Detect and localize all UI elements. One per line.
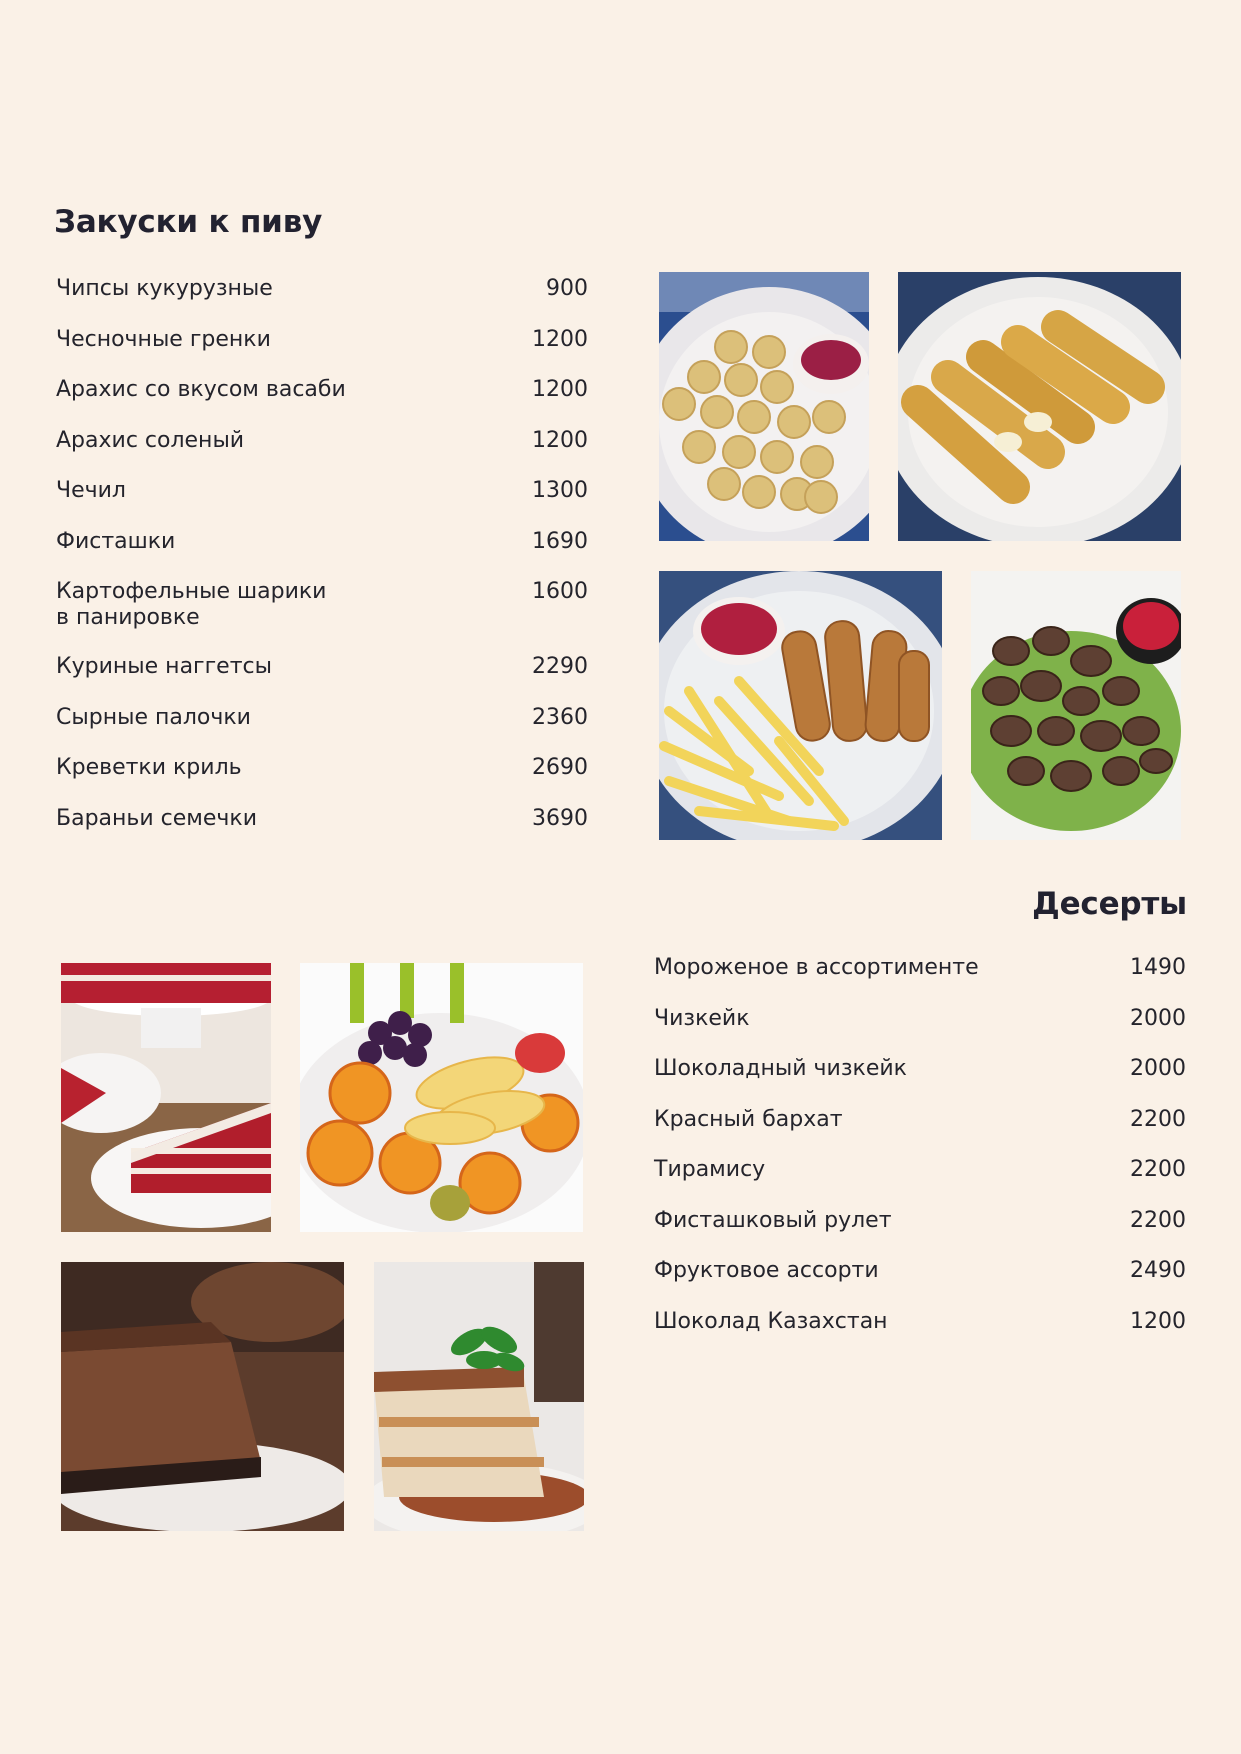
- menu-item-price: 1690: [532, 529, 588, 554]
- menu-item-price: 2200: [1130, 1157, 1186, 1182]
- menu-item-name: Картофельные шарики в панировке: [56, 579, 327, 630]
- menu-item-price: 2490: [1130, 1258, 1186, 1283]
- menu-item-price: 2360: [532, 705, 588, 730]
- menu-item-name: Фисташки: [56, 529, 176, 554]
- menu-item-name: Сырные палочки: [56, 705, 251, 730]
- menu-item-name: Фисташковый рулет: [654, 1208, 892, 1233]
- menu-item-price: 1600: [532, 579, 588, 604]
- menu-item-price: 2000: [1130, 1006, 1186, 1031]
- fruit-platter-photo: [300, 963, 583, 1232]
- cheese-sticks-photo: [898, 272, 1181, 541]
- menu-item-price: 3690: [532, 806, 588, 831]
- menu-item-name: Шоколадный чизкейк: [654, 1056, 907, 1081]
- menu-item-price: 2200: [1130, 1208, 1186, 1233]
- menu-item-name: Арахис соленый: [56, 428, 245, 453]
- menu-item-name: Чечил: [56, 478, 126, 503]
- menu-item-name: Чесночные гренки: [56, 327, 271, 352]
- menu-item-price: 1200: [532, 377, 588, 402]
- red-velvet-photo: [61, 963, 271, 1232]
- menu-item-name: Арахис со вкусом васаби: [56, 377, 346, 402]
- menu-item-price: 2200: [1130, 1107, 1186, 1132]
- menu-item-name: Красный бархат: [654, 1107, 843, 1132]
- menu-item-name: Фруктовое ассорти: [654, 1258, 879, 1283]
- menu-item-name: Шоколад Казахстан: [654, 1309, 888, 1334]
- tiramisu-photo: [374, 1262, 584, 1531]
- menu-item-price: 1300: [532, 478, 588, 503]
- snacks-title: Закуски к пиву: [54, 204, 323, 240]
- snacks-menu-list: [56, 276, 588, 836]
- menu-item-name: Бараньи семечки: [56, 806, 258, 831]
- menu-item-name: Креветки криль: [56, 755, 242, 780]
- menu-item-price: 1200: [532, 327, 588, 352]
- menu-item-name: Чизкейк: [654, 1006, 750, 1031]
- menu-item-price: 1200: [1130, 1309, 1186, 1334]
- menu-item-price: 2690: [532, 755, 588, 780]
- potato-balls-photo: [659, 272, 869, 541]
- menu-item-name: Мороженое в ассортименте: [654, 955, 979, 980]
- desserts-menu-list: [654, 955, 1186, 1335]
- menu-item-name: Куриные наггетсы: [56, 654, 272, 679]
- menu-item-price: 900: [546, 276, 588, 301]
- lamb-seeds-photo: [971, 571, 1181, 840]
- menu-item-price: 2290: [532, 654, 588, 679]
- nuggets-fries-photo: [659, 571, 942, 840]
- menu-item-price: 1490: [1130, 955, 1186, 980]
- menu-item-price: 2000: [1130, 1056, 1186, 1081]
- menu-item-price: 1200: [532, 428, 588, 453]
- menu-item-name: Тирамису: [654, 1157, 766, 1182]
- chocolate-cheesecake-photo: [61, 1262, 344, 1531]
- desserts-title: Десерты: [1032, 886, 1187, 922]
- menu-item-name: Чипсы кукурузные: [56, 276, 273, 301]
